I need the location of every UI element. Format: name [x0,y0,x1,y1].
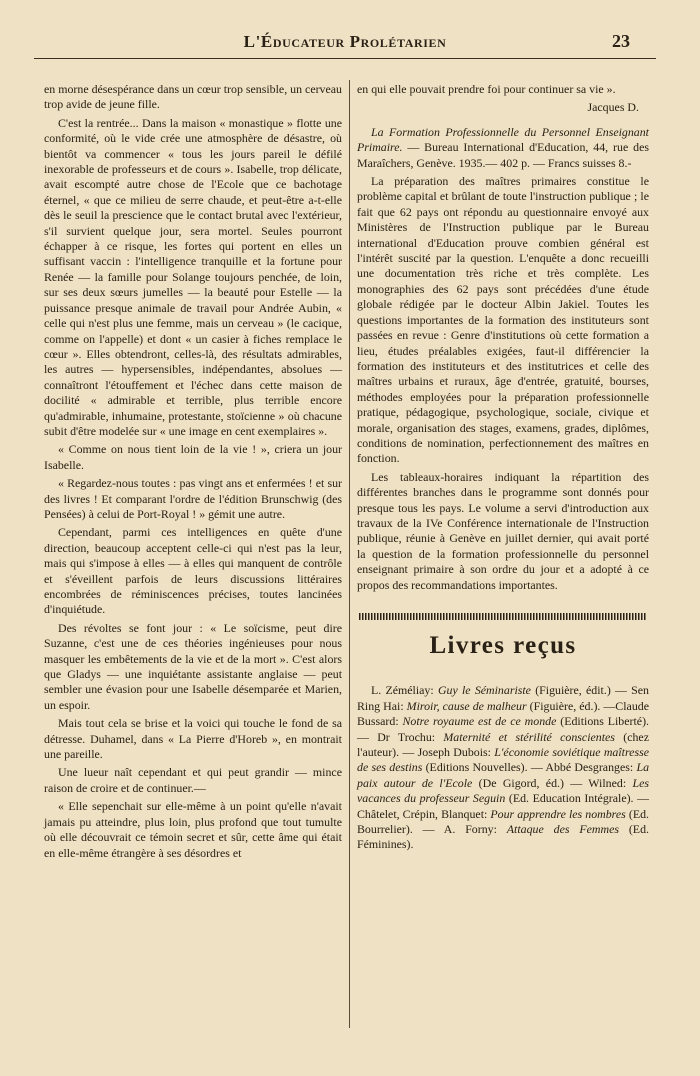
book-publisher: (Figuière, édit.) — Sen Ring Hai: [357,683,649,713]
paragraph: Une lueur naît cependant et qui peut grandir — mince raison de croire et de continuer.— [44,765,342,795]
book-publisher: (Ed. Education Intégrale). — Châtelet, Crépin, Blanquet: [357,791,649,821]
running-header [34,28,656,59]
paragraph: La préparation des maîtres primaires constitue le problème capital et brûlant de toute l'instruction publique ; le fait que 62 pays ont répondu au questionnaire envoyé aux Ministères de l'Instruction publique par le Bureau international d'Education prouve combien général est l'intérêt suscité par la question. L'enquête a donc recueilli une documentation très riche et très complète. Les monographies des 62 pays sont précédées d'une étude globale rédigée par le docteur Albin Jakiel. Toutes les questions importantes de la formation des instituteurs sont passées en revue : Genre d'institutions où cette formation a lieu, études préalables exigées, faut-il différencier la formation des instituteurs et des institutrices et celle des maîtres urbains et ruraux, âge d'entrée, gratuité, bourses, méthodes employées pour la préparation professionnelle pratique, pédagogique, psychologique, sociale, civique et morale, organisation des stages, examens, grades, diplômes, conditions de nomination, perfectionnement des maîtres en fonction. [357,174,649,466]
book-publisher: (Figuière, éd.). —Claude Bussard: [357,698,649,729]
paragraph: « Comme on nous tient loin de la vie ! », criera un jour Isabelle. [44,442,342,472]
book-title: Les vacances du professeur Seguin [357,775,649,806]
paragraph: en morne désespérance dans un cœur trop sensible, un cerveau trop avide de jeune fille. [44,82,342,112]
book-reference [357,125,649,171]
left-column [44,82,342,864]
section-heading: Livres reçus [429,632,577,659]
paragraph: Les tableaux-horaires indiquant la répartition des différentes branches dans le programme sont donnés pour presque tous les pays. Le volume a servi d'introduction aux travaux de la IVe Conférence internationale de l'Instruction publique, réunie à Genève en juillet dernier, qui avait porté la question de la formation professionnelle du personnel enseignant primaire à son ordre du jour et a adopté à ce propos des recommandations importantes. [357,469,649,592]
article-signature: Jacques D. [587,100,639,115]
book-publisher: (Editions Liberté). — Dr Trochu: [357,714,650,744]
paragraph: « Regardez-nous toutes : pas vingt ans et enfermées ! et sur des livres ! Et comparant l'ordre de l'édition Brunschwig (des Pensées) à celui de Port-Royal ! » gémit une autre. [44,476,342,521]
book-publisher: (Ed. Bourrelier). — A. Forny: [357,806,649,837]
book-publisher: (Ed. Féminines). [357,822,649,852]
book-publisher: (Editions Nouvelles). — Abbé Desgranges: [422,760,637,775]
journal-title: L'Éducateur Prolétarien [243,32,447,51]
book-title: Miroir, cause de malheur [406,698,527,713]
book-author: L. Zéméliay: [371,683,438,698]
book-title: Guy le Séminariste [437,683,531,698]
right-column [357,82,649,856]
paragraph: Des révoltes se font jour : « Le soïcisme, peut dire Suzanne, c'est une de ces théories ingénieuses pour nous masquer les embêtements de la vie et de la mort ». C'est alors que Gladys — une inquiétante assistante anglaise — peut sembler une évasion pour une Isabelle désemparée et Marien, un espoir. [44,620,342,712]
paragraph: Mais tout cela se brise et la voici qui touche le fond de sa détresse. Duhamel, dans « La Pierre d'Horeb », en montrait une pareille. [44,716,342,762]
book-publisher: (chez l'auteur). — Joseph Dubois: [357,729,649,760]
paragraph: C'est la rentrée... Dans la maison « monastique » flotte une conformité, où le vide crée une atmosphère de désastre, où bientôt va commencer « tous les jours pareil le défilé inexorable de professeurs et de cours ». Isabelle, trop délicate, avait escompté autre chose de l'Ecole que ce bachotage éternel, « que ce milieu de serre chaude, et peut-être a-t-elle dès le seuil la prescience que le contact brutal avec l'extérieur, s'il survient quelque jour, sera mortel. Seules pourront échapper à ce risque, les fortes qui portent en elles un suffisant vaccin : l'intelligence tranquille et la fortune pour Renée — la famille pour Solange toujours penchée, de loin, sur ses deux sœurs jumelles — la beauté pour Estelle — la puissance presque animale de travail pour Andrée Aubin, « celle qui n'est plus une femme, mais un cerveau » (le cacique, comme on l'appelle) et dont « un casier à fiches remplace le cœur ». Elles obtendront, celles-là, des résultats admirables, les autres — hypersensibles, indépendantes, absolues — connaîtront l'étouffement et l'échec dans cette maison de docilité « admirable et terrible, plus terrible encore qu'admirable, inhumaine, protestante, stoïcienne » où chacune subit d'être modelée sur « une image en cent exemplaires ». [44,115,342,438]
book-title: La paix autour de l'Ecole [357,760,650,790]
page-number: 23 [612,31,630,51]
book-publisher: (De Gigord, éd.) — Wilned: [472,775,633,790]
paragraph: « Elle sepenchait sur elle-même à un point qu'elle n'avait jamais pu atteindre, plus loin, plus profond que tout tumulte où elle découvrait ce témoin secret et sûr, cette âme qui était en elle-même étrangère à ses désordres et [44,799,342,860]
decorative-rule [359,613,647,620]
book-title: Maternité et stérilité conscientes [443,729,615,744]
column-divider [349,80,350,1028]
book-title: Pour apprendre les nombres [490,806,626,821]
book-title: Attaque des Femmes [506,822,619,837]
book-reference-title: La Formation Professionnelle du Personnel Enseignant Primaire. [357,124,649,155]
books-received-list [357,683,649,852]
book-title: Notre royaume est de ce monde [402,714,557,729]
book-title: L'économie soviétique maîtresse de ses destins [357,745,649,775]
paragraph: Cependant, parmi ces intelligences en quête d'une direction, beaucoup acceptent celle-ci qui n'est pas la leur, mais qui s'impose à elles — à elles qui manquent de contrôle et s'éveillent parfois de leurs discussions littéraires encombrées de réminiscences précises, toutes lancinées d'inquiétude. [44,525,342,617]
book-reference-details: — Bureau International d'Education, 44, rue des Maraîchers, Genève. 1935.— 402 p. — Francs suisses 8.- [357,140,649,170]
paragraph-continuation: en qui elle pouvait prendre foi pour continuer sa vie ». [357,82,616,96]
